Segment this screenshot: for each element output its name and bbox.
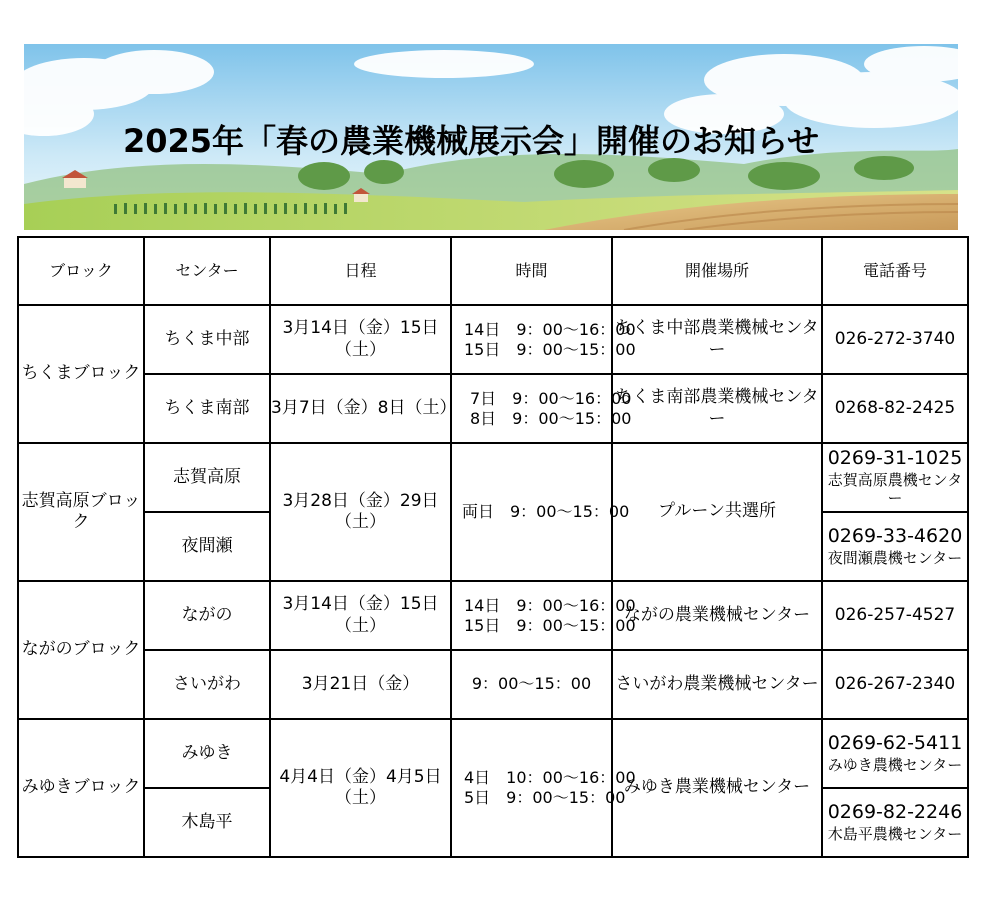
- schedule-cell: 3月7日（金）8日（土）: [270, 374, 451, 443]
- phone-number: 0269-62-5411: [827, 732, 963, 755]
- phone-cell: 026-267-2340: [822, 650, 968, 719]
- page-title: 2025年「春の農業機械展示会」開催のお知らせ: [122, 122, 820, 160]
- time-line: 14日 9：00～16：00: [464, 319, 636, 339]
- time-cell: [451, 719, 636, 857]
- exhibition-schedule-table: [17, 236, 969, 858]
- header-center: センター: [144, 237, 270, 305]
- phone-number: 0269-82-2246: [827, 801, 963, 824]
- header-phone: 電話番号: [822, 237, 968, 305]
- venue-cell: ちくま南部農業機械センター: [612, 374, 822, 443]
- time-line: 4日 10：00～16：00: [464, 768, 636, 787]
- phone-cell: [822, 788, 968, 857]
- header-banner: [24, 44, 958, 230]
- time-line: 両日 9：00～15：00: [462, 502, 630, 521]
- phone-cell: [822, 443, 968, 512]
- table-row: [18, 650, 968, 719]
- block-name: ながのブロック: [18, 581, 144, 719]
- time-line: 14日 9：00～16：00: [464, 595, 636, 615]
- center-name: さいがわ: [144, 650, 270, 719]
- time-line: 8日 9：00～15：00: [470, 408, 632, 428]
- phone-number: 0269-31-1025: [827, 446, 963, 469]
- schedule-cell: 4月4日（金）4月5日（土）: [270, 719, 451, 857]
- center-name: 木島平: [144, 788, 270, 857]
- phone-cell: [822, 512, 968, 581]
- time-cell: [451, 374, 632, 443]
- center-name: ちくま南部: [144, 374, 270, 443]
- time-line: 7日 9：00～16：00: [470, 388, 632, 408]
- center-name: 夜間瀬: [144, 512, 270, 581]
- venue-cell: ちくま中部農業機械センター: [612, 305, 822, 374]
- table-row: [18, 374, 968, 443]
- table-row: [18, 443, 968, 512]
- phone-label: 志賀高原農機センター: [827, 470, 963, 508]
- phone-cell: 0268-82-2425: [822, 374, 968, 443]
- center-name: みゆき: [144, 719, 270, 788]
- block-name: 志賀高原ブロック: [18, 443, 144, 581]
- phone-number: 0269-33-4620: [827, 525, 963, 548]
- schedule-cell: 3月21日（金）: [270, 650, 451, 719]
- schedule-cell: 3月14日（金）15日（土）: [270, 305, 451, 374]
- phone-label: 夜間瀬農機センター: [827, 549, 963, 567]
- time-cell: [451, 443, 630, 581]
- phone-label: 木島平農機センター: [827, 825, 963, 843]
- phone-label: みゆき農機センター: [827, 756, 963, 774]
- header-schedule: 日程: [270, 237, 451, 305]
- table-row: [18, 719, 968, 788]
- schedule-cell: 3月14日（金）15日（土）: [270, 581, 451, 650]
- time-line: 15日 9：00～15：00: [464, 339, 636, 359]
- venue-cell: みゆき農業機械センター: [612, 719, 822, 857]
- block-name: みゆきブロック: [18, 719, 144, 857]
- time-cell: [451, 650, 612, 719]
- venue-cell: さいがわ農業機械センター: [612, 650, 822, 719]
- table-row: [18, 581, 968, 650]
- center-name: ながの: [144, 581, 270, 650]
- header-row: [18, 237, 968, 305]
- time-cell: [451, 305, 636, 374]
- header-venue: 開催場所: [612, 237, 822, 305]
- phone-cell: 026-257-4527: [822, 581, 968, 650]
- venue-cell: ながの農業機械センター: [612, 581, 822, 650]
- table-row: [18, 305, 968, 374]
- venue-cell: プルーン共選所: [612, 443, 822, 581]
- center-name: ちくま中部: [144, 305, 270, 374]
- header-block: ブロック: [18, 237, 144, 305]
- schedule-cell: 3月28日（金）29日（土）: [270, 443, 451, 581]
- phone-cell: [822, 719, 968, 788]
- block-name: ちくまブロック: [18, 305, 144, 443]
- time-line: 15日 9：00～15：00: [464, 615, 636, 635]
- phone-cell: 026-272-3740: [822, 305, 968, 374]
- header-time: 時間: [451, 237, 612, 305]
- time-cell: [451, 581, 636, 650]
- time-line: 5日 9：00～15：00: [464, 788, 626, 807]
- time-line: 9：00～15：00: [471, 673, 592, 693]
- center-name: 志賀高原: [144, 443, 270, 512]
